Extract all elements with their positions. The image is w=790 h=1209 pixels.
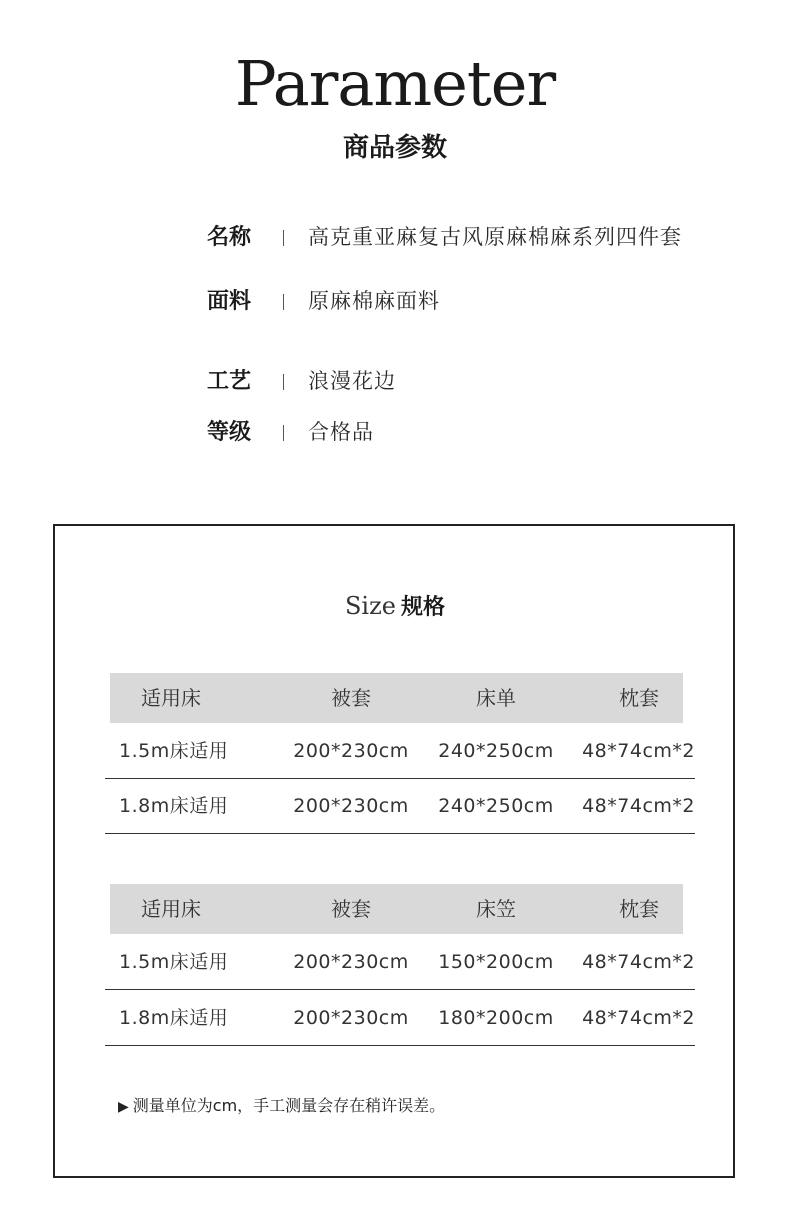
param-separator: [283, 230, 284, 246]
size-heading-cn: 规格: [401, 595, 446, 620]
param-key: 名称: [207, 225, 252, 250]
table-cell: 1.5m床适用: [119, 951, 229, 973]
measurement-note: [118, 1092, 445, 1121]
note-text: 测量单位为cm，手工测量会存在稍许误差。: [132, 1096, 446, 1115]
table-header: [110, 884, 683, 934]
column-header: 适用床: [141, 686, 201, 710]
param-value: 原麻棉麻面料: [308, 289, 440, 313]
column-header: 被套: [331, 686, 371, 710]
page-title: Parameter: [234, 47, 556, 120]
table-row: [105, 991, 695, 1046]
param-row-fabric: [207, 283, 440, 319]
param-row-craft: [207, 363, 396, 399]
size-heading: [0, 586, 790, 629]
table-cell: 48*74cm*2: [582, 951, 695, 973]
table-cell: 48*74cm*2: [582, 795, 695, 817]
table-cell: 1.5m床适用: [119, 740, 229, 762]
table-row: [105, 724, 695, 779]
table-cell: 200*230cm: [293, 1007, 409, 1029]
table-row: [105, 935, 695, 990]
param-row-name: [207, 219, 682, 255]
column-header: 床单: [476, 686, 516, 710]
column-header: 床笠: [476, 897, 516, 921]
table-cell: 150*200cm: [438, 951, 554, 973]
table-cell: 180*200cm: [438, 1007, 554, 1029]
triangle-bullet-icon: ▶: [118, 1099, 129, 1115]
table-cell: 240*250cm: [438, 795, 554, 817]
table-cell: 48*74cm*2: [582, 740, 695, 762]
table-cell: 200*230cm: [293, 795, 409, 817]
table-cell: 1.8m床适用: [119, 1007, 229, 1029]
column-header: 枕套: [619, 686, 659, 710]
param-key: 面料: [207, 289, 252, 314]
column-header: 适用床: [141, 897, 201, 921]
param-separator: [283, 374, 284, 390]
table-cell: 1.8m床适用: [119, 795, 229, 817]
table-header: [110, 673, 683, 723]
param-separator: [283, 294, 284, 310]
param-value: 浪漫花边: [308, 369, 396, 393]
column-header: 枕套: [619, 897, 659, 921]
param-separator: [283, 425, 284, 441]
column-header: 被套: [331, 897, 371, 921]
param-key: 工艺: [207, 369, 252, 394]
table-cell: 200*230cm: [293, 740, 409, 762]
table-cell: 240*250cm: [438, 740, 554, 762]
size-heading-en: Size: [344, 592, 396, 620]
param-key: 等级: [207, 420, 252, 445]
table-cell: 200*230cm: [293, 951, 409, 973]
param-row-grade: [207, 414, 374, 450]
table-cell: 48*74cm*2: [582, 1007, 695, 1029]
param-value: 合格品: [308, 420, 374, 444]
param-value: 高克重亚麻复古风原麻棉麻系列四件套: [308, 225, 682, 249]
page-subtitle: 商品参数: [342, 133, 447, 163]
table-row: [105, 779, 695, 834]
